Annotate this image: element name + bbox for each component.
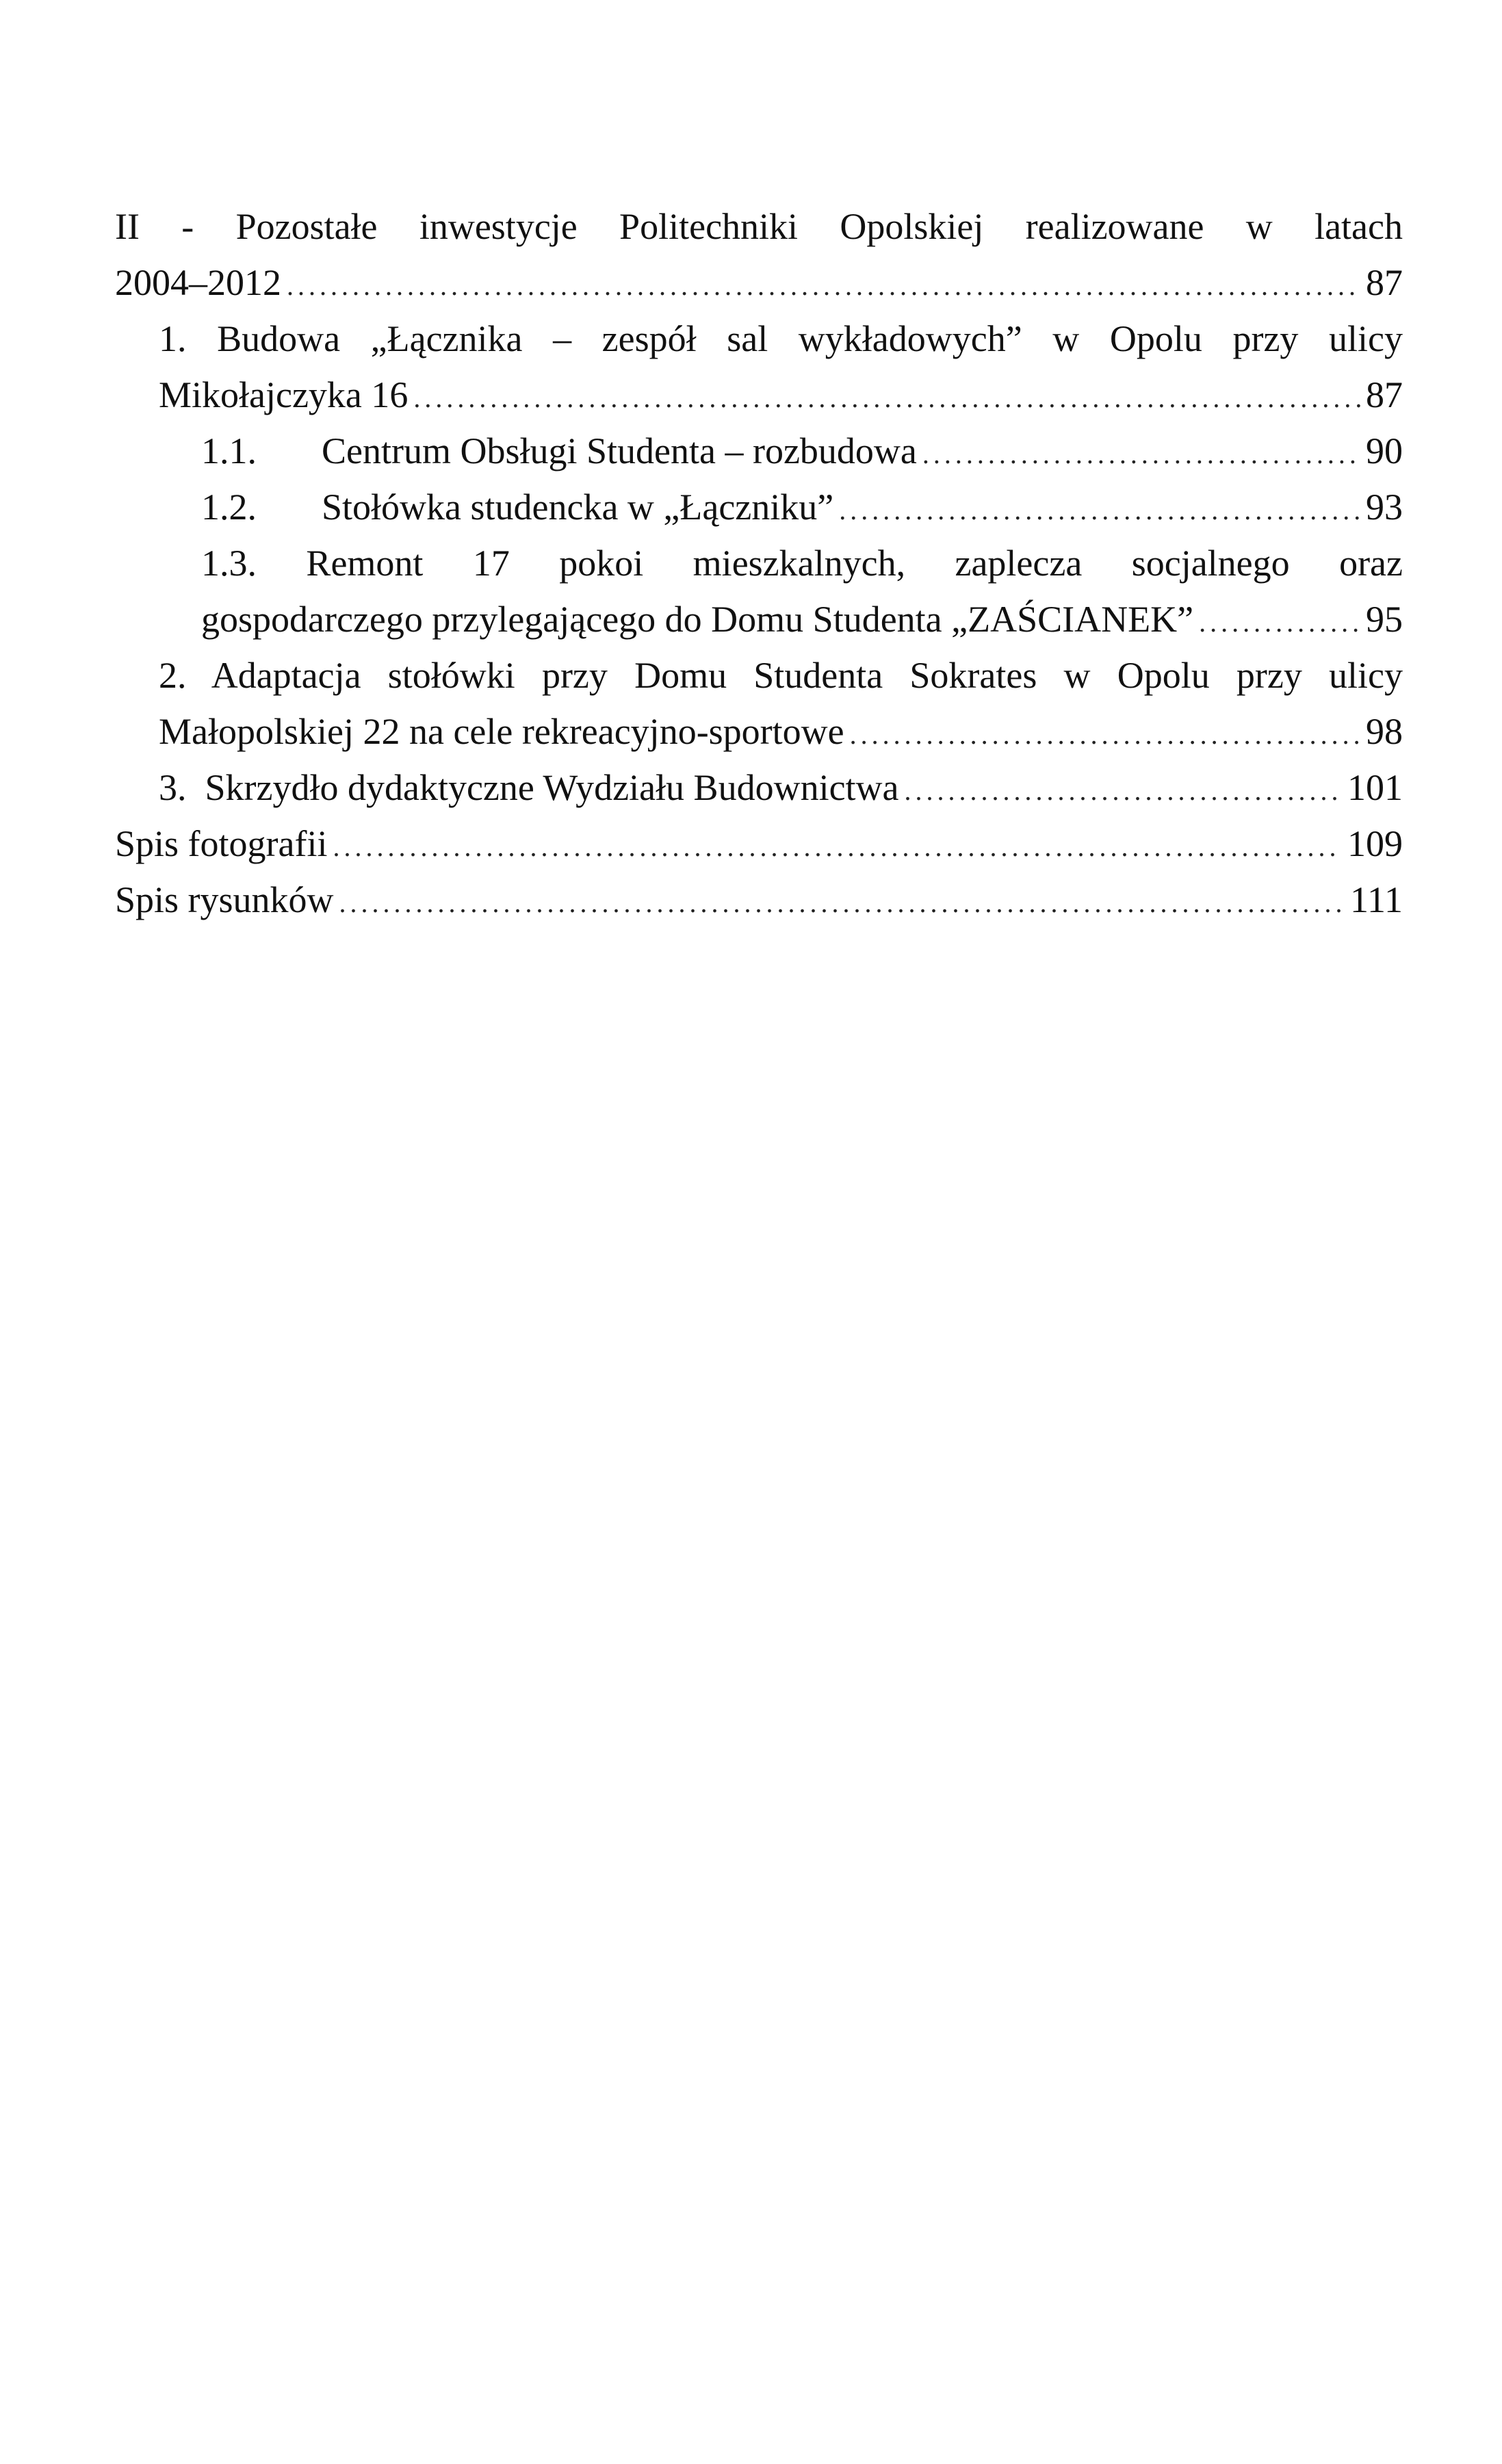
dot-leader [850,707,1360,763]
toc-entry-line [115,872,1403,928]
toc-entry-spis-fotografii[interactable] [115,816,1403,872]
toc-page-number: 101 [1347,767,1403,808]
toc-page-number: 95 [1366,599,1403,640]
toc-entry-title-end: 2004–2012 [115,262,281,303]
dot-leader [922,426,1360,482]
toc-page-number: 87 [1366,262,1403,303]
toc-entry-title-line: II - Pozostałe inwestycje Politechniki Opolskiej realizowane w latach [115,206,1403,247]
toc-entry-line [115,816,1403,872]
toc-entry-1-3[interactable] [115,535,1403,647]
table-of-contents [115,198,1403,928]
toc-entry-1[interactable] [115,311,1403,423]
toc-entry-1-1[interactable] [115,423,1403,479]
toc-page-number: 93 [1366,487,1403,528]
toc-entry-last-line [159,367,1403,423]
dot-leader [333,819,1342,875]
toc-page-number: 111 [1350,879,1403,920]
toc-page-number: 109 [1347,823,1403,864]
toc-entry-number: 1.2. [201,487,257,528]
toc-entry-title: Spis fotografii [115,823,328,864]
toc-entry-last-line [159,703,1403,760]
toc-entry-title-end: Małopolskiej 22 na cele rekreacyjno-sportowe [159,711,844,752]
toc-entry-line [201,479,1403,535]
toc-entry-title: 3. Skrzydło dydaktyczne Wydziału Budownictwa [159,767,899,808]
dot-leader [905,763,1342,819]
toc-entry-spis-rysunkow[interactable] [115,872,1403,928]
dot-leader [1199,595,1360,651]
toc-page-number: 98 [1366,711,1403,752]
toc-entry-3[interactable] [115,760,1403,816]
toc-entry-2[interactable] [115,647,1403,760]
toc-entry-line [201,423,1403,479]
dot-leader [339,875,1345,931]
toc-page-number: 90 [1366,430,1403,471]
toc-entry-title-line: 1.3. Remont 17 pokoi mieszkalnych, zaplecza socjalnego oraz [201,543,1403,584]
toc-entry-title-end: Mikołajczyka 16 [159,374,409,415]
toc-entry-last-line [115,255,1403,311]
toc-entry-title: Centrum Obsługi Studenta – rozbudowa [322,430,917,471]
toc-entry-1-2[interactable] [115,479,1403,535]
toc-entry-title: Stołówka studencka w „Łączniku” [322,487,834,528]
toc-entry-title-line: 1. Budowa „Łącznika – zespół sal wykładowych” w Opolu przy ulicy [159,318,1403,359]
toc-page-number: 87 [1366,374,1403,415]
dot-leader [839,482,1360,539]
toc-entry-title: Spis rysunków [115,879,334,920]
toc-entry-last-line [201,591,1403,647]
toc-entry-line [159,760,1403,816]
toc-entry-section-ii[interactable] [115,198,1403,311]
toc-entry-number: 1.1. [201,430,257,471]
toc-entry-title-line: 2. Adaptacja stołówki przy Domu Studenta Sokrates w Opolu przy ulicy [159,655,1403,696]
dot-leader [287,258,1360,314]
toc-entry-title-end: gospodarczego przylegającego do Domu Studenta „ZAŚCIANEK” [201,599,1194,640]
dot-leader [413,370,1360,426]
